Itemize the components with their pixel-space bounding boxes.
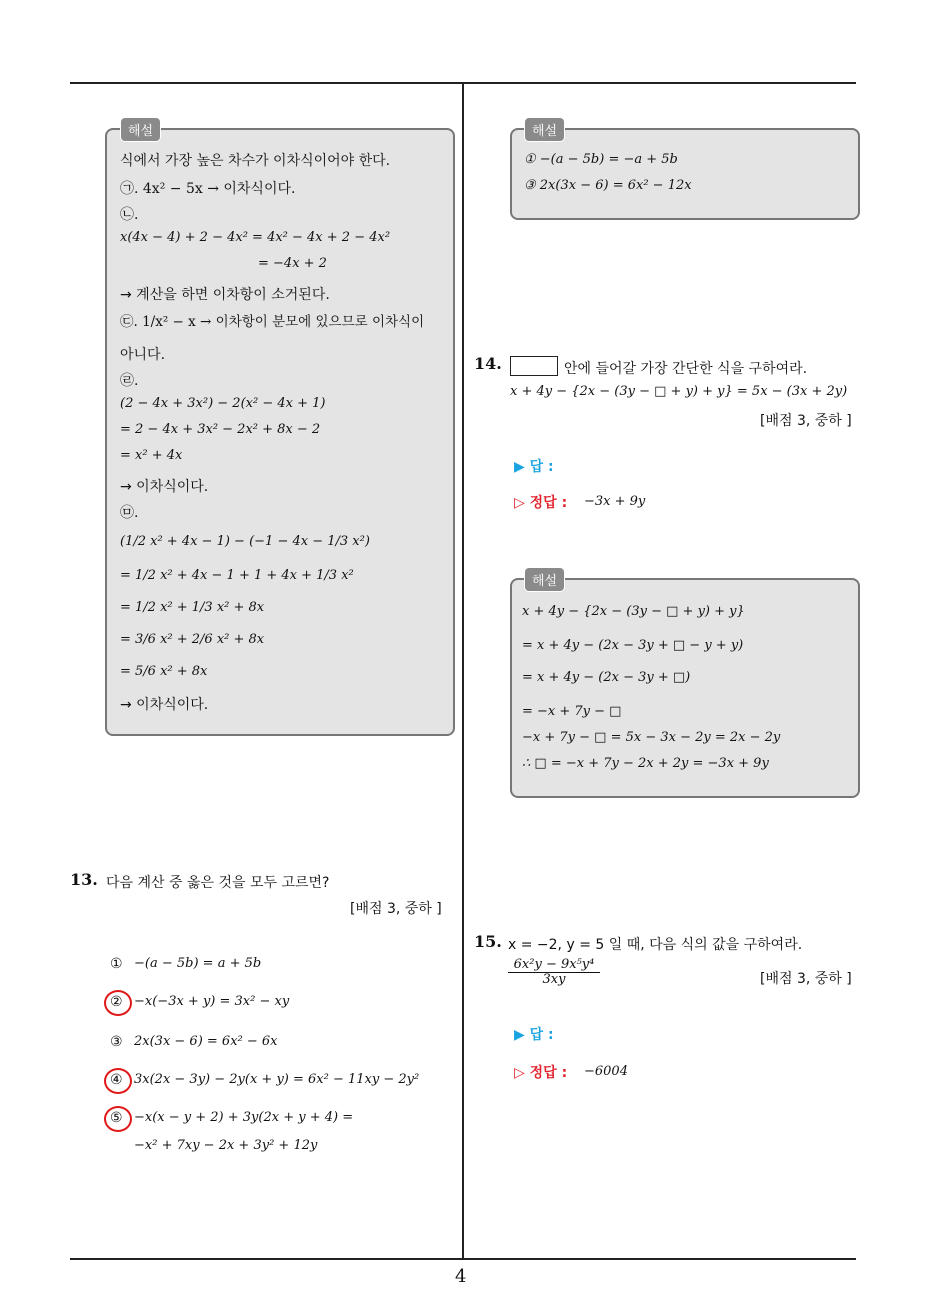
answer-label: ▶ 답 : <box>514 459 554 475</box>
solution-line: = x + 4y − (2x − 3y + □ − y + y) <box>522 638 744 653</box>
solution-line: ㉣. <box>120 373 139 389</box>
correct-answer-label: ▷ 정답 : <box>514 1065 568 1081</box>
question-number: 15. <box>474 932 502 951</box>
question-number: 13. <box>70 870 98 889</box>
choice-text[interactable]: −x(−3x + y) = 3x² − xy <box>134 994 290 1009</box>
solution-line: 식에서 가장 높은 차수가 이차식이어야 한다. <box>120 153 391 169</box>
solution-line: (2 − 4x + 3x²) − 2(x² − 4x + 1) <box>120 396 326 411</box>
solution-line: ∴ □ = −x + 7y − 2x + 2y = −3x + 9y <box>522 756 769 771</box>
choice-text[interactable]: 3x(2x − 3y) − 2y(x + y) = 6x² − 11xy − 2y² <box>134 1072 420 1087</box>
choice-label[interactable]: ② <box>110 994 123 1010</box>
question-number: 14. <box>474 354 502 373</box>
solution-line: = 1/2 x² + 1/3 x² + 8x <box>120 600 265 615</box>
score-label: [배점 3, 중하 ] <box>350 901 442 917</box>
correct-answer-label: ▷ 정답 : <box>514 495 568 511</box>
solution-line: = −x + 7y − □ <box>522 704 622 719</box>
solution-tag: 해설 <box>524 567 565 592</box>
choice-text[interactable]: −(a − 5b) = a + 5b <box>134 956 262 971</box>
fraction-expression <box>508 958 600 986</box>
score-label: [배점 3, 중하 ] <box>760 413 852 429</box>
score-label: [배점 3, 중하 ] <box>760 971 852 987</box>
solution-box-right-top <box>510 128 860 220</box>
solution-line: (1/2 x² + 4x − 1) − (−1 − 4x − 1/3 x²) <box>120 534 370 549</box>
solution-line: ㉤. <box>120 505 139 521</box>
choice-label[interactable]: ③ <box>110 1034 123 1050</box>
choice-label[interactable]: ① <box>110 956 123 972</box>
solution-line: = 2 − 4x + 3x² − 2x² + 8x − 2 <box>120 422 321 437</box>
solution-line: = 3/6 x² + 2/6 x² + 8x <box>120 632 265 647</box>
solution-line: = 1/2 x² + 4x − 1 + 1 + 4x + 1/3 x² <box>120 568 354 583</box>
solution-tag: 해설 <box>120 117 161 142</box>
fraction-denominator: 3xy <box>542 971 566 987</box>
choice-label[interactable]: ⑤ <box>110 1110 123 1126</box>
choice-text-continued: −x² + 7xy − 2x + 3y² + 12y <box>134 1138 318 1153</box>
page-number: 4 <box>455 1266 467 1287</box>
fraction-numerator: 6x²y − 9x⁵y⁴ <box>508 958 600 973</box>
solution-line: = x + 4y − (2x − 3y + □) <box>522 670 691 685</box>
correct-answer-value: −3x + 9y <box>584 494 646 509</box>
answer-blank-box <box>510 356 558 376</box>
solution-line: ③ 2x(3x − 6) = 6x² − 12x <box>524 178 692 193</box>
question-text: 안에 들어갈 가장 간단한 식을 구하여라. <box>564 361 808 377</box>
question-text: x = −2, y = 5 일 때, 다음 식의 값을 구하여라. <box>508 937 803 953</box>
solution-line: ㉢. 1/x² − x → 이차항이 분모에 있으므로 이차식이 <box>120 314 425 330</box>
solution-line: ㉡. <box>120 207 139 223</box>
correct-answer-value: −6004 <box>584 1064 628 1079</box>
answer-label: ▶ 답 : <box>514 1027 554 1043</box>
question-equation: x + 4y − {2x − (3y − □ + y) + y} = 5x − (3x + 2y) <box>510 384 848 399</box>
solution-line: → 이차식이다. <box>120 697 209 713</box>
solution-line: x + 4y − {2x − (3y − □ + y) + y} <box>522 604 745 619</box>
solution-line: 아니다. <box>120 347 166 363</box>
question-text: 다음 계산 중 옳은 것을 모두 고르면? <box>106 875 330 891</box>
column-divider <box>462 84 464 1258</box>
solution-line: = 5/6 x² + 8x <box>120 664 208 679</box>
choice-label[interactable]: ④ <box>110 1072 123 1088</box>
solution-line: = x² + 4x <box>120 448 183 463</box>
bottom-rule <box>70 1258 856 1260</box>
solution-tag: 해설 <box>524 117 565 142</box>
solution-line: −x + 7y − □ = 5x − 3x − 2y = 2x − 2y <box>522 730 781 745</box>
solution-line: ㉠. 4x² − 5x → 이차식이다. <box>120 181 296 197</box>
choice-text[interactable]: −x(x − y + 2) + 3y(2x + y + 4) = <box>134 1110 354 1125</box>
solution-line: ① −(a − 5b) = −a + 5b <box>524 152 678 167</box>
solution-line: → 이차식이다. <box>120 479 209 495</box>
solution-line: = −4x + 2 <box>258 256 327 271</box>
solution-line: x(4x − 4) + 2 − 4x² = 4x² − 4x + 2 − 4x² <box>120 230 391 245</box>
solution-line: → 계산을 하면 이차항이 소거된다. <box>120 287 330 303</box>
choice-text[interactable]: 2x(3x − 6) = 6x² − 6x <box>134 1034 278 1049</box>
